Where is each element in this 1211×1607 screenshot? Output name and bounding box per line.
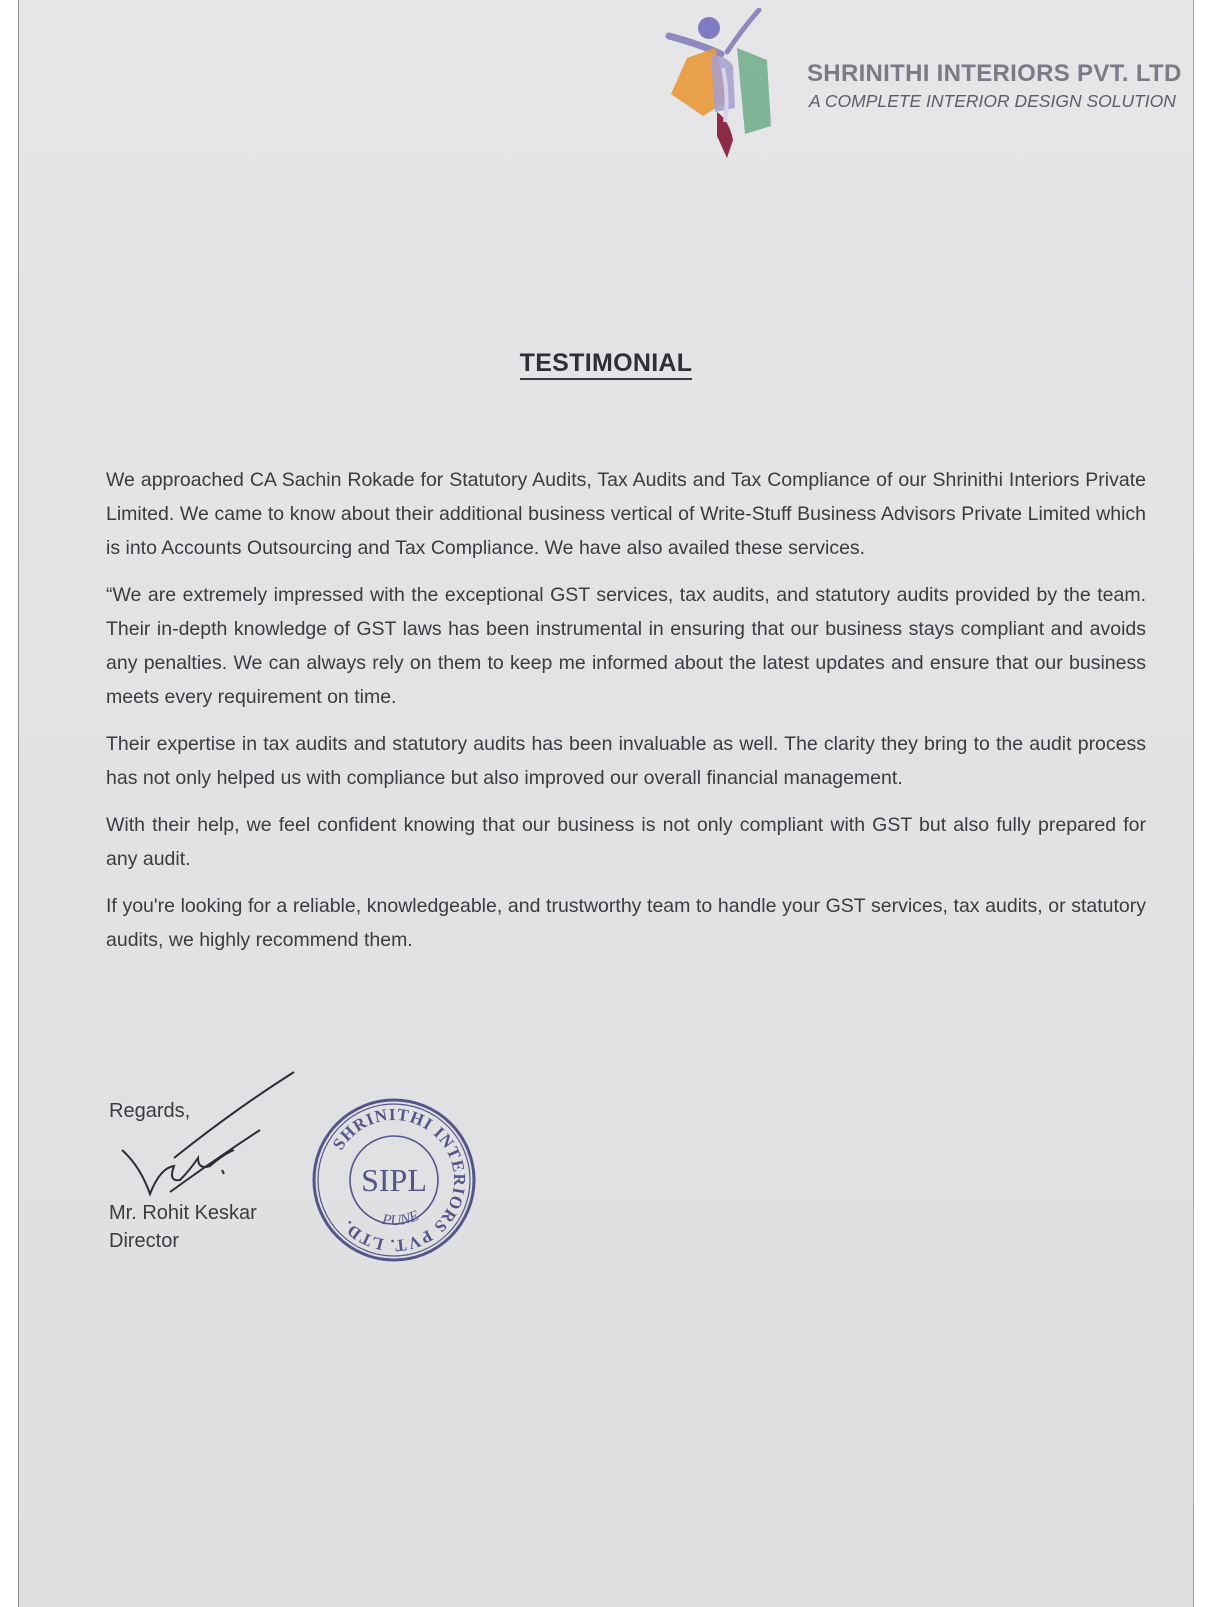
- title-text: TESTIMONIAL: [520, 349, 693, 380]
- company-name: SHRINITHI INTERIORS PVT. LTD: [807, 60, 1182, 87]
- signer-block: [109, 1199, 257, 1255]
- letter-sheet: [18, 0, 1194, 1607]
- svg-text:PUNE: [380, 1208, 421, 1229]
- paragraph-3: Their expertise in tax audits and statutory audits has been invaluable as well. The clarity they bring to the audit process has not only helped us with compliance but also improved our overall financial management.: [106, 733, 1146, 789]
- regards-text: Regards,: [109, 1100, 191, 1122]
- paragraph-5: If you're looking for a reliable, knowledgeable, and trustworthy team to handle your GST services, tax audits, or statutory audits, we highly recommend them.: [106, 895, 1146, 951]
- paragraph-1: We approached CA Sachin Rokade for Statutory Audits, Tax Audits and Tax Compliance of our Shrinithi Interiors Private Limited. We came to know about their additional business vertical of Write-Stuff Business Advisors Private Limited which is into Accounts Outsourcing and Tax Compliance. We have also availed these services.: [106, 469, 1146, 559]
- company-tagline: A COMPLETE INTERIOR DESIGN SOLUTION: [809, 91, 1176, 111]
- signer-name: Mr. Rohit Keskar: [109, 1202, 257, 1224]
- company-seal-stamp: [309, 1095, 479, 1265]
- seal-ring-text: SHRINITHI INTERIORS PVT. LTD.: [328, 1104, 470, 1256]
- paragraph-4: With their help, we feel confident knowing that our business is not only compliant with GST but also fully prepared for any audit.: [106, 814, 1146, 870]
- testimonial-body: [106, 463, 1146, 970]
- handwritten-signature-icon: [114, 1070, 304, 1210]
- seal-city-text: PUNE: [381, 1207, 422, 1230]
- page-title: [19, 349, 1193, 378]
- seal-center-text: SIPL: [361, 1162, 427, 1198]
- paragraph-2: “We are extremely impressed with the exceptional GST services, tax audits, and statutory audits provided by the team. Their in-depth knowledge of GST laws has been instrumental in ensuring that our business stays compliant and avoids any penalties. We can always rely on them to keep me informed about the latest updates and ensure that our business meets every requirement on time.: [106, 584, 1146, 708]
- dancer-brush-logo-icon: [659, 8, 789, 158]
- signer-title: Director: [109, 1230, 180, 1252]
